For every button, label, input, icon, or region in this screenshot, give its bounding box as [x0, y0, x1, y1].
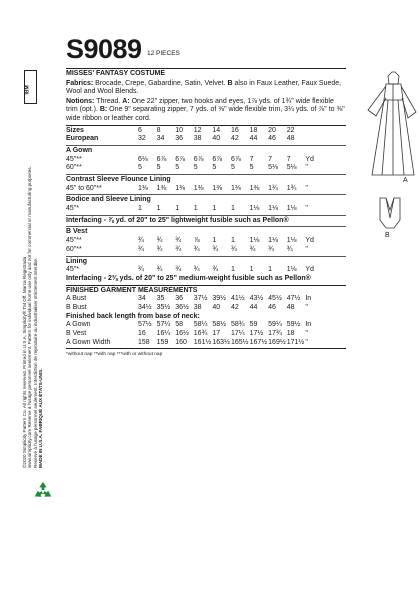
- measurement-row: B Vest 16 16¼ 16½ 16¾ 17 17¼ 17½ 17¾ 18 ": [66, 329, 308, 337]
- rule: [66, 215, 346, 216]
- rule: [66, 145, 346, 146]
- view-b-label: B: [385, 232, 390, 239]
- collar-shape: [388, 72, 399, 84]
- view-a-label: A: [403, 177, 408, 184]
- legal-line-1: ©2020 Simplicity Pattern Co. All rights reserved. Printed in U.S.A. Simplicity® TM Off. Marca Registrada: [22, 256, 27, 468]
- legal-strip: [22, 68, 66, 468]
- rule: [66, 285, 346, 286]
- european-row: European 32 34 36 38 40 42 44 46 48: [66, 135, 295, 143]
- vest-title: B Vest: [66, 228, 88, 236]
- rule: [66, 256, 346, 257]
- yardage-group-title: Bodice and Sleeve Lining: [66, 196, 151, 204]
- yardage-group-title: Contrast Sleeve Flounce Lining: [66, 176, 171, 183]
- pattern-info: [66, 70, 346, 360]
- measurement-row: 45"** ¾ ¾ ¾ ⅞ 1 1 1⅛ 1⅛ 1⅛ Yd: [66, 237, 314, 245]
- garment-illustration: [346, 70, 420, 250]
- legal-line-4: MADE IN U.S.A. FABRIQUÉ AUX ÉTATS-UNIS.: [38, 368, 44, 468]
- measurement-row: 45" to 60"** 1⅜ 1⅜ 1⅜ 1⅜ 1⅜ 1⅜ 1⅜ 1¾ 1¾ ": [66, 184, 308, 192]
- interfacing-note-1: Interfacing - ⅞ yd. of 20" to 25" lightweight fusible such as Pellon®: [66, 216, 289, 224]
- yardage-block: [66, 145, 346, 216]
- measurement-row: 60"** 5 5 5 5 5 5 5 5⅛ 5⅛ ": [66, 164, 308, 172]
- measurement-row: B Bust 34½ 35½ 36½ 38 40 42 44 46 48 ": [66, 303, 308, 311]
- costume-title: MISSES' FANTASY COSTUME: [66, 70, 166, 77]
- brand-logo: IBM: [24, 70, 37, 104]
- finished-block: [66, 295, 346, 312]
- legal-line-2: www.simplicity.com Reserve à l'usage personnel seulement. Pattern for individual home use only and not for commercial or manufacturing purposes.: [27, 166, 33, 468]
- measurement-row: 60"** ¾ ¾ ¾ ¾ ¾ ¾ ¾ ¾ ¾ ": [66, 245, 308, 253]
- rule: [66, 348, 346, 349]
- header: [66, 34, 180, 65]
- lining-title: Lining: [66, 257, 87, 265]
- header-rule: [66, 68, 346, 69]
- rule: [66, 194, 346, 195]
- rule: [66, 226, 346, 227]
- back-length-block: [66, 321, 346, 347]
- measurement-row: A Gown 57½ 57¼ 58 58¼ 58½ 58¾ 59 59¼ 59½ In: [66, 321, 312, 329]
- yardage-group-title: A Gown: [66, 146, 93, 154]
- measurement-row: A Gown Width 158 159 160 161½ 163½ 165½ 167½ 169½ 171½ ": [66, 338, 308, 346]
- recycle-icon: [32, 480, 54, 502]
- measurement-row: 45"* 1 1 1 1 1 1 1⅛ 1⅛ 1⅛ ": [66, 205, 308, 213]
- pattern-number: S9089: [66, 34, 142, 64]
- fabrics-paragraph: Fabrics: Brocade, Crepe, Gabardine, Satin, Velvet. B also in Faux Leather, Faux Suede, Wool and Wool Blends.: [66, 79, 342, 96]
- measurement-row: 45"* ¾ ¾ ¾ ¾ ¾ 1 1 1 1⅛ Yd: [66, 266, 314, 274]
- finished-title: FINISHED GARMENT MEASUREMENTS: [66, 286, 198, 294]
- legal-line-3: Reserve à l'usage personnel seulement. Interdiction de reproduire ou industrialiser strictement interdite.: [32, 257, 38, 468]
- interfacing-note-2: Interfacing - 2⅜ yds. of 20" to 25" medium-weight fusible such as Pellon®: [66, 274, 311, 282]
- measurement-row: 45"** 6⅛ 6⅞ 6⅞ 6⅞ 6⅞ 6⅞ 7 7 7 Yd: [66, 155, 314, 163]
- sizes-row: Sizes 6 8 10 12 14 16 18 20 22: [66, 126, 295, 134]
- back-length-title: Finished back length from base of neck:: [66, 312, 200, 320]
- notions-paragraph: Notions: Thread. A: One 22" zipper, two hooks and eyes, 1⅞ yds. of 1¾" wide flexible trim (opt.). B: One 9" separating zipper, 7 yds. of ⅜" wide flexible trim, 3¼ yds. of ⅞" to ⅜" wide ribbon or leather cord.: [66, 97, 345, 122]
- pieces-count: 12 PIECES: [147, 50, 180, 57]
- rule: [66, 125, 346, 126]
- footnote: *without nap **with nap ***with or without nap: [66, 352, 163, 358]
- measurement-row: A Bust 34 35 36 37½ 39½ 41½ 43½ 45½ 47½ In: [66, 295, 312, 303]
- vest-block: [66, 228, 346, 254]
- lining-block: [66, 258, 346, 275]
- rule: [66, 174, 346, 175]
